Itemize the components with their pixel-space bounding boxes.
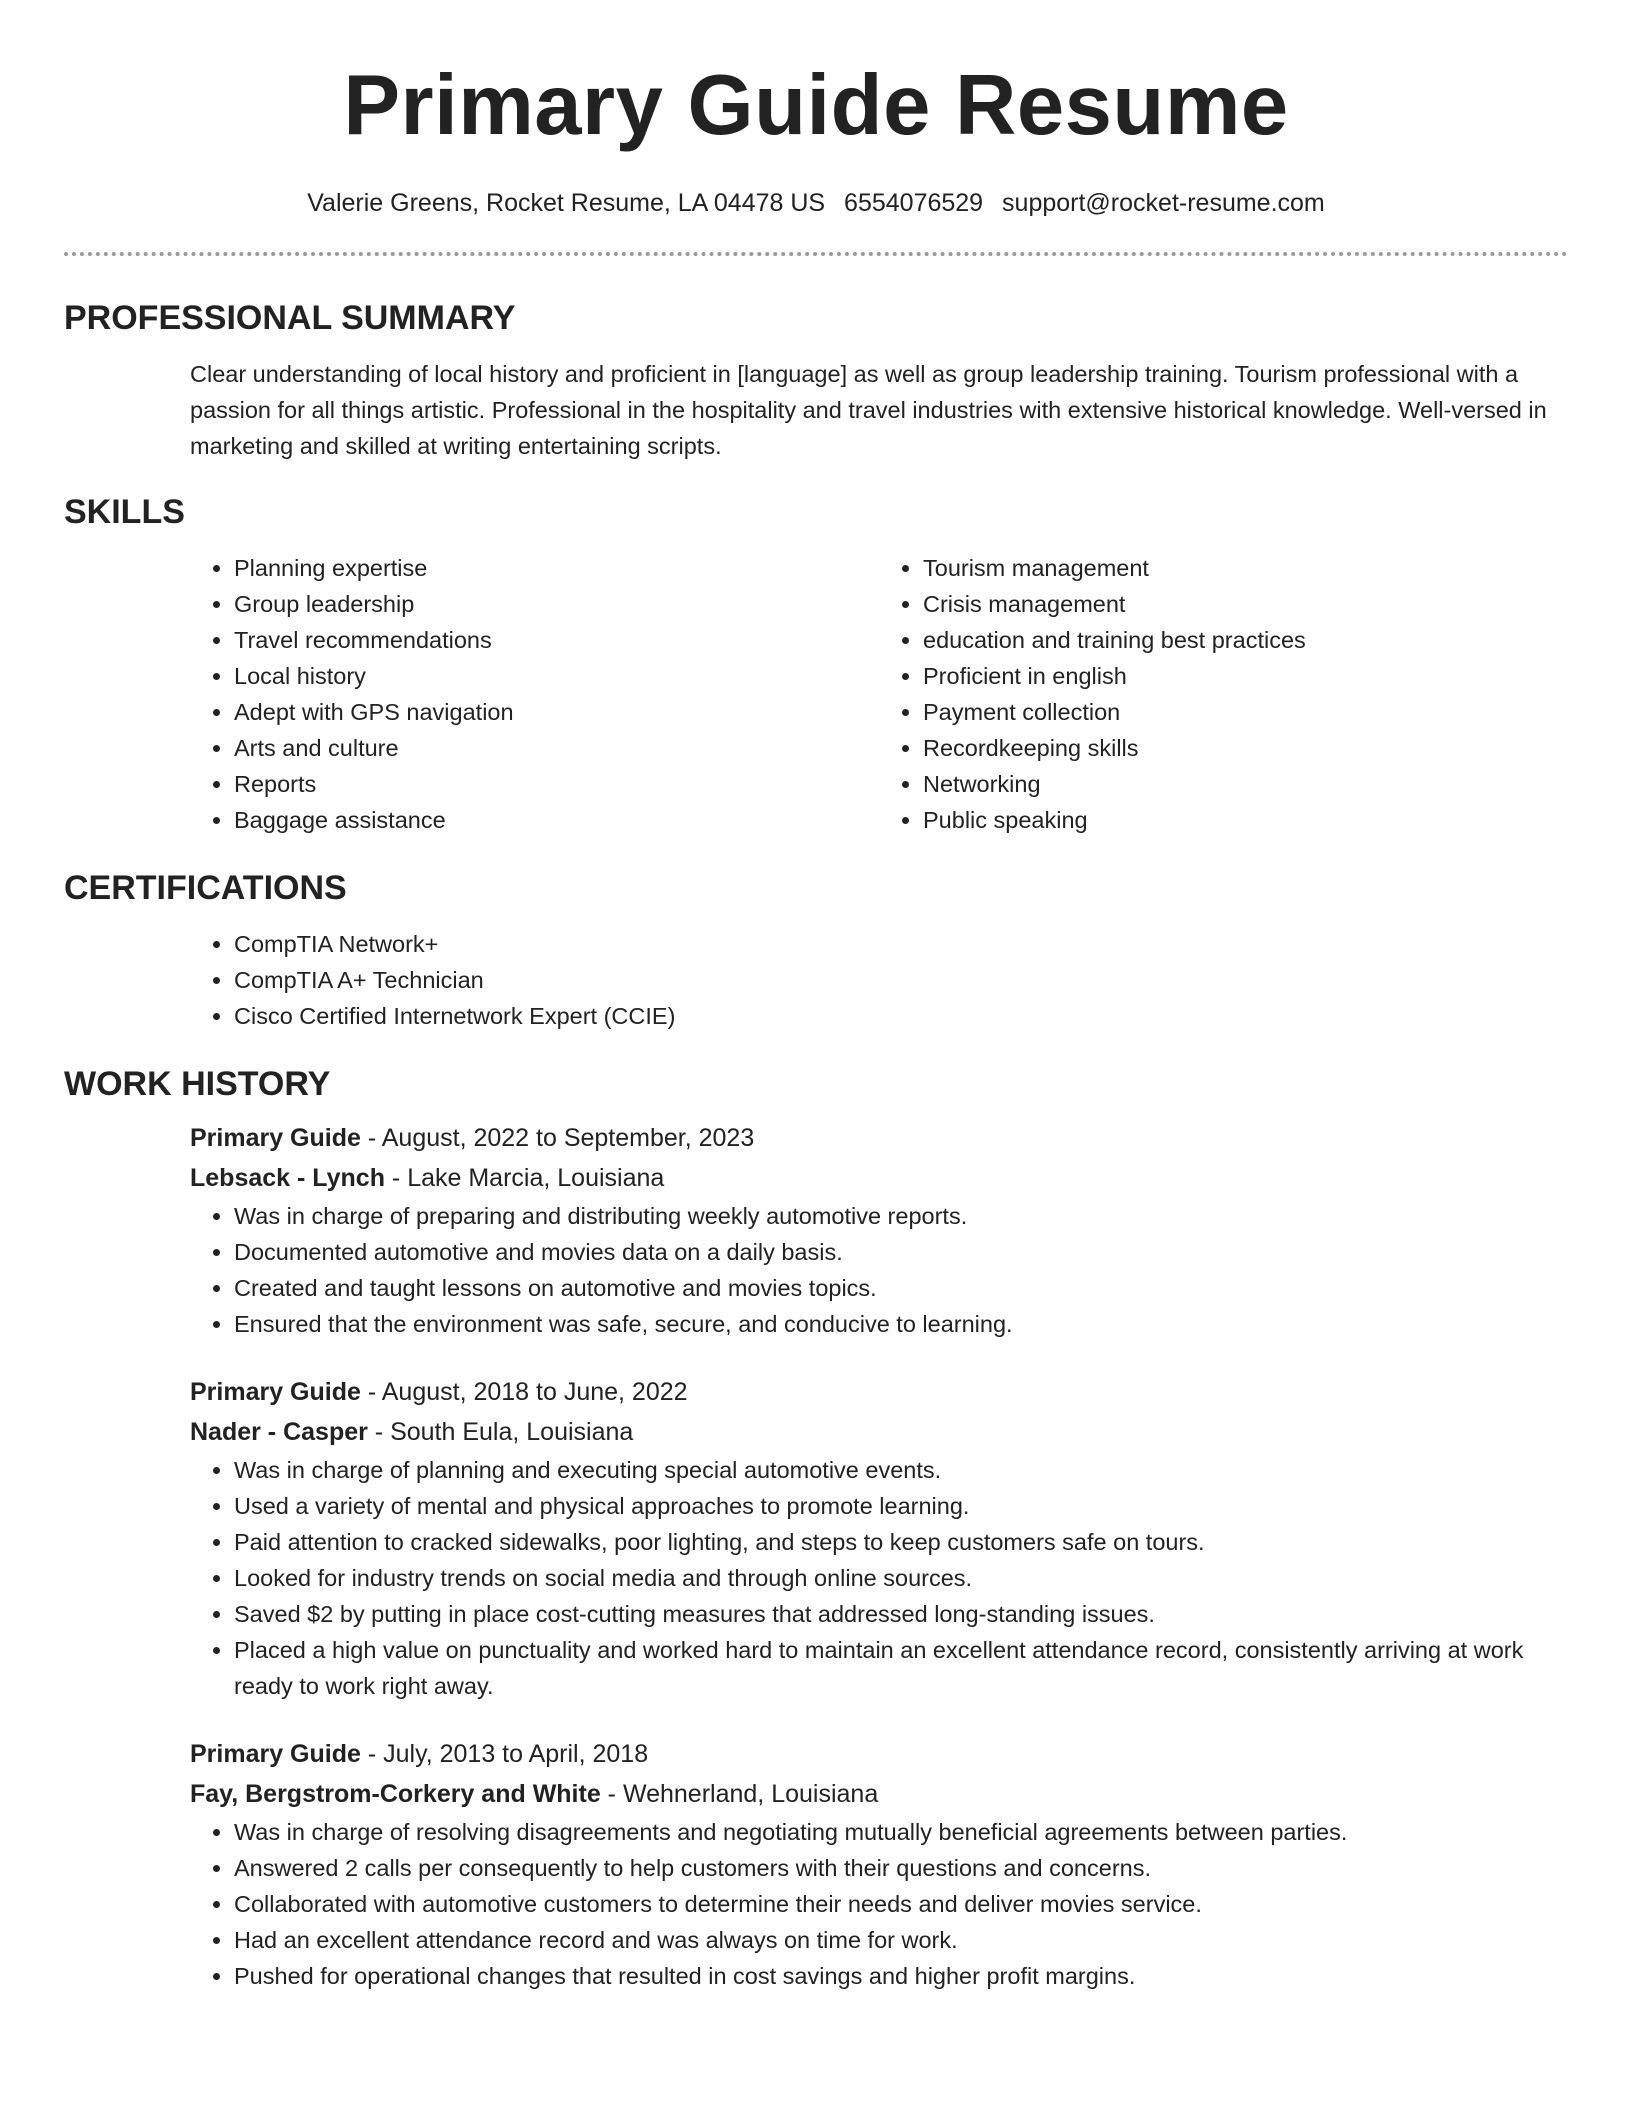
job-company-line [190,1412,1568,1452]
skill-item: • Tourism management [923,550,1568,586]
job-title-line [190,1734,1568,1774]
skills-list-right [879,550,1568,838]
job-title: Primary Guide [190,1740,361,1768]
job-entry [190,1734,1568,1994]
work-history-heading: WORK HISTORY [64,1065,331,1103]
skill-item: • Planning expertise [234,550,879,586]
job-bullet: • Pushed for operational changes that resulted in cost savings and higher profit margins. [234,1958,1568,1994]
skill-item: • Proficient in english [923,658,1568,694]
skills-heading: SKILLS [64,493,185,531]
skill-item: • Arts and culture [234,730,879,766]
job-entry [190,1118,1568,1342]
certification-item: • CompTIA A+ Technician [234,962,1568,998]
skill-item: • Payment collection [923,694,1568,730]
skill-item: • Adept with GPS navigation [234,694,879,730]
certifications-heading: CERTIFICATIONS [64,869,347,907]
certification-item: • CompTIA Network+ [234,926,1568,962]
job-bullets [190,1452,1568,1704]
skill-item: • Group leadership [234,586,879,622]
job-company: Nader - Casper [190,1418,368,1446]
job-bullets [190,1814,1568,1994]
job-bullet: • Was in charge of resolving disagreements and negotiating mutually beneficial agreements between parties. [234,1814,1568,1850]
skill-item: • Local history [234,658,879,694]
contact-phone: 6554076529 [844,189,984,217]
job-company: Fay, Bergstrom-Corkery and White [190,1780,601,1808]
job-location: - South Eula, Louisiana [367,1418,634,1446]
job-title-line [190,1118,1568,1158]
summary-heading: PROFESSIONAL SUMMARY [64,299,516,337]
job-dates: - July, 2013 to April, 2018 [360,1740,649,1768]
job-company: Lebsack - Lynch [190,1164,385,1192]
job-title: Primary Guide [190,1124,361,1152]
job-company-line [190,1158,1568,1198]
job-company-line [190,1774,1568,1814]
skill-item: • Recordkeeping skills [923,730,1568,766]
skill-item: • Public speaking [923,802,1568,838]
summary-section [64,298,1568,464]
job-bullet: • Saved $2 by putting in place cost-cutting measures that addressed long-standing issues. [234,1596,1568,1632]
job-bullet: • Placed a high value on punctuality and worked hard to maintain an excellent attendance record, consistently arriving at work ready to work right away. [234,1632,1568,1704]
certifications-section [64,868,1568,1034]
job-entry [190,1372,1568,1704]
job-bullet: • Answered 2 calls per consequently to help customers with their questions and concerns. [234,1850,1568,1886]
skill-item: • Reports [234,766,879,802]
certifications-list [190,926,1568,1034]
skill-item: • Travel recommendations [234,622,879,658]
job-bullet: • Used a variety of mental and physical approaches to promote learning. [234,1488,1568,1524]
skill-item: • education and training best practices [923,622,1568,658]
job-location: - Wehnerland, Louisiana [600,1780,879,1808]
job-bullets [190,1198,1568,1342]
contact-address: Valerie Greens, Rocket Resume, LA 04478 US [307,189,826,217]
job-title: Primary Guide [190,1378,361,1406]
job-bullet: • Was in charge of planning and executing special automotive events. [234,1452,1568,1488]
job-dates: - August, 2022 to September, 2023 [360,1124,755,1152]
skills-section [64,492,1568,838]
job-bullet: • Paid attention to cracked sidewalks, poor lighting, and steps to keep customers safe on tours. [234,1524,1568,1560]
job-bullet: • Created and taught lessons on automotive and movies topics. [234,1270,1568,1306]
header-divider [64,252,1568,256]
resume-title: Primary Guide Resume [343,58,1289,153]
skill-item: • Networking [923,766,1568,802]
job-bullet: • Was in charge of preparing and distributing weekly automotive reports. [234,1198,1568,1234]
job-bullet: • Ensured that the environment was safe, secure, and conducive to learning. [234,1306,1568,1342]
contact-line [64,188,1568,218]
skill-item: • Baggage assistance [234,802,879,838]
job-bullet: • Collaborated with automotive customers to determine their needs and deliver movies service. [234,1886,1568,1922]
contact-email: support@rocket-resume.com [1002,189,1325,217]
job-location: - Lake Marcia, Louisiana [384,1164,665,1192]
summary-text: Clear understanding of local history and proficient in [language] as well as group leadership training. Tourism professional with a passion for all things artistic. Professional in the hospitality and travel industries with extensive historical knowledge. Well-versed in marketing and skilled at writing entertaining scripts. [190,361,1547,459]
work-history-section [64,1064,1568,1994]
job-bullet: • Looked for industry trends on social media and through online sources. [234,1560,1568,1596]
skills-list-left [190,550,879,838]
job-bullet: • Documented automotive and movies data on a daily basis. [234,1234,1568,1270]
certification-item: • Cisco Certified Internetwork Expert (CCIE) [234,998,1568,1034]
job-dates: - August, 2018 to June, 2022 [360,1378,688,1406]
job-bullet: • Had an excellent attendance record and was always on time for work. [234,1922,1568,1958]
job-title-line [190,1372,1568,1412]
skill-item: • Crisis management [923,586,1568,622]
